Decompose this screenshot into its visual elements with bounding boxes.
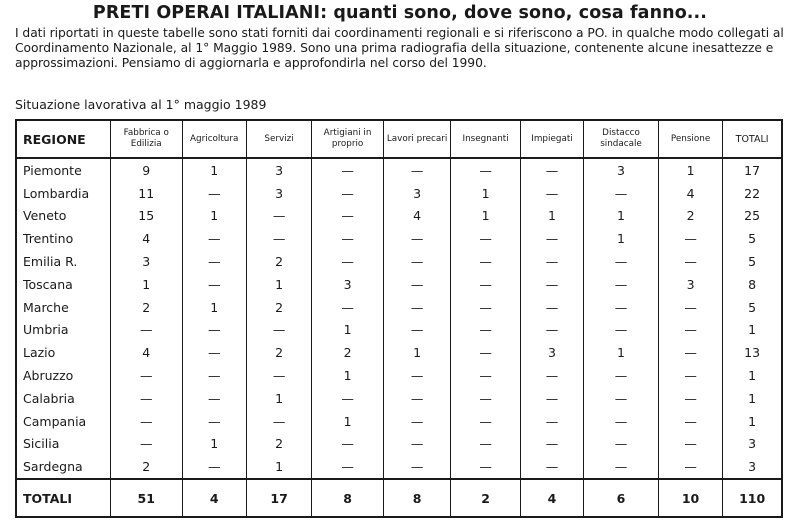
region-name: Sicilia [16,433,110,456]
table-cell: — [658,364,722,387]
region-name: Lombardia [16,182,110,205]
table-cell: 17 [723,158,782,182]
table-cell: 1 [723,410,782,433]
table-cell: 1 [723,319,782,342]
table-cell: 9 [110,158,182,182]
table-cell: 1 [312,319,384,342]
table-cell: — [312,205,384,228]
table-cell: — [584,387,659,410]
table-cell: — [584,296,659,319]
table-cell: — [246,205,311,228]
table-cell: — [451,433,521,456]
table-cell: — [520,433,583,456]
table-cell: 2 [246,296,311,319]
table-cell: — [383,250,450,273]
table-cell: — [246,410,311,433]
table-cell: 1 [584,341,659,364]
table-row [16,387,782,410]
table-cell: — [312,250,384,273]
region-name: Sardegna [16,455,110,479]
header-totali: TOTALI [723,120,782,158]
totals-label: TOTALI [16,479,110,517]
table-cell: 5 [723,250,782,273]
totals-cell: 4 [182,479,246,517]
table-cell: — [520,158,583,182]
table-cell: — [383,433,450,456]
table-cell: — [451,250,521,273]
table-cell: 1 [182,158,246,182]
employment-table [15,119,783,518]
totals-cell: 51 [110,479,182,517]
table-cell: 3 [383,182,450,205]
table-cell: 2 [246,341,311,364]
table-cell: — [182,387,246,410]
table-cell: — [182,410,246,433]
table-cell: 1 [312,410,384,433]
header-distacco-sindacale: Distacco sindacale [584,120,659,158]
table-cell: — [584,455,659,479]
table-cell: — [584,364,659,387]
table-cell: 3 [520,341,583,364]
region-name: Campania [16,410,110,433]
region-name: Toscana [16,273,110,296]
table-cell: 2 [658,205,722,228]
table-cell: — [584,319,659,342]
table-cell: — [182,364,246,387]
table-cell: 3 [584,158,659,182]
totals-cell: 8 [383,479,450,517]
intro-paragraph: I dati riportati in queste tabelle sono stati forniti dai coordinamenti regionali e si riferiscono a PO. in qualche modo collegati al Coordinamento Nazionale, al 1° Maggio 1989. Sono una prima radiografia della situazione, contenente alcune inesattezze e approssimazioni. Pensiamo di aggiornarla e approfondirla nel corso del 1990. [15,26,784,70]
table-cell: — [182,273,246,296]
table-row [16,296,782,319]
table-cell: 4 [110,227,182,250]
page-title: PRETI OPERAI ITALIANI: quanti sono, dove sono, cosa fanno... [92,3,708,23]
header-pensione: Pensione [658,120,722,158]
table-cell: 1 [182,433,246,456]
table-cell: 1 [110,273,182,296]
table-row [16,455,782,479]
header-agricoltura: Agricoltura [182,120,246,158]
table-cell: — [246,319,311,342]
table-cell: — [110,433,182,456]
table-row [16,158,782,182]
region-name: Abruzzo [16,364,110,387]
table-row [16,410,782,433]
totals-cell: 10 [658,479,722,517]
table-cell: — [658,387,722,410]
table-cell: 1 [451,182,521,205]
region-name: Marche [16,296,110,319]
table-cell: 3 [246,158,311,182]
table-cell: 13 [723,341,782,364]
table-cell: — [658,250,722,273]
table-row [16,341,782,364]
table-cell: — [383,319,450,342]
table-cell: 15 [110,205,182,228]
table-cell: — [658,296,722,319]
table-row [16,364,782,387]
table-cell: 1 [182,205,246,228]
region-name: Veneto [16,205,110,228]
table-cell: 5 [723,227,782,250]
table-cell: — [182,455,246,479]
region-name: Lazio [16,341,110,364]
table-cell: — [312,227,384,250]
totals-cell: 17 [246,479,311,517]
table-cell: 4 [658,182,722,205]
table-cell: — [312,455,384,479]
region-name: Emilia R. [16,250,110,273]
table-cell: — [451,273,521,296]
table-cell: — [312,433,384,456]
header-fabbrica: Fabbrica o Edilizia [110,120,182,158]
table-cell: — [520,250,583,273]
table-cell: — [383,296,450,319]
table-cell: — [383,387,450,410]
table-cell: 2 [246,433,311,456]
table-header-row [16,120,782,158]
table-cell: 1 [723,387,782,410]
table-cell: — [658,455,722,479]
table-cell: 1 [658,158,722,182]
totals-cell: 8 [312,479,384,517]
totals-cell: 2 [451,479,521,517]
table-cell: 1 [246,455,311,479]
table-cell: — [383,410,450,433]
table-cell: — [520,227,583,250]
table-cell: 1 [246,387,311,410]
totals-cell: 110 [723,479,782,517]
region-name: Umbria [16,319,110,342]
table-cell: 3 [723,455,782,479]
table-cell: — [520,296,583,319]
totals-row [16,479,782,517]
table-cell: — [451,158,521,182]
table-row [16,227,782,250]
table-cell: 1 [520,205,583,228]
table-cell: — [246,364,311,387]
table-cell: — [451,319,521,342]
table-cell: — [520,364,583,387]
table-cell: 2 [110,296,182,319]
table-cell: 3 [110,250,182,273]
table-cell: — [520,182,583,205]
table-cell: — [451,455,521,479]
table-cell: — [584,182,659,205]
table-cell: — [451,364,521,387]
table-cell: 1 [584,205,659,228]
table-cell: — [383,364,450,387]
table-cell: 8 [723,273,782,296]
table-cell: — [451,227,521,250]
table-cell: 1 [383,341,450,364]
table-cell: — [520,387,583,410]
table-row [16,433,782,456]
table-cell: — [312,158,384,182]
table-cell: — [110,319,182,342]
totals-cell: 4 [520,479,583,517]
table-row [16,250,782,273]
table-cell: 1 [246,273,311,296]
table-cell: — [520,410,583,433]
table-cell: — [312,182,384,205]
header-servizi: Servizi [246,120,311,158]
table-cell: 3 [658,273,722,296]
header-insegnanti: Insegnanti [451,120,521,158]
table-cell: — [584,273,659,296]
table-row [16,319,782,342]
table-cell: — [110,410,182,433]
table-cell: — [110,364,182,387]
table-cell: — [451,387,521,410]
table-row [16,182,782,205]
table-cell: — [658,433,722,456]
header-impiegati: Impiegati [520,120,583,158]
table-cell: — [383,158,450,182]
table-cell: — [658,341,722,364]
table-cell: — [182,319,246,342]
table-cell: — [383,227,450,250]
totals-cell: 6 [584,479,659,517]
table-cell: — [584,410,659,433]
table-cell: 3 [723,433,782,456]
table-cell: — [520,455,583,479]
table-cell: 1 [584,227,659,250]
table-cell: — [451,296,521,319]
table-cell: 1 [451,205,521,228]
table-cell: 11 [110,182,182,205]
table-cell: 1 [723,364,782,387]
table-cell: 3 [312,273,384,296]
table-row [16,273,782,296]
header-artigiani: Artigiani in proprio [312,120,384,158]
table-cell: — [383,273,450,296]
table-cell: 2 [110,455,182,479]
table-cell: — [383,455,450,479]
table-cell: — [182,227,246,250]
table-cell: — [312,387,384,410]
table-cell: — [658,319,722,342]
table-cell: — [451,410,521,433]
table-cell: 1 [312,364,384,387]
table-cell: — [658,227,722,250]
table-cell: — [584,433,659,456]
table-cell: — [182,250,246,273]
table-cell: 4 [110,341,182,364]
table-cell: 1 [182,296,246,319]
table-cell: 3 [246,182,311,205]
table-row [16,205,782,228]
region-name: Calabria [16,387,110,410]
table-cell: 2 [312,341,384,364]
table-cell: 22 [723,182,782,205]
region-name: Piemonte [16,158,110,182]
table-cell: 25 [723,205,782,228]
region-name: Trentino [16,227,110,250]
table-body [16,158,782,479]
table-cell: — [110,387,182,410]
header-lavori-precari: Lavori precari [383,120,450,158]
table-cell: — [451,341,521,364]
table-cell: 2 [246,250,311,273]
table-cell: — [182,341,246,364]
table-cell: — [182,182,246,205]
table-cell: — [584,250,659,273]
table-cell: — [520,273,583,296]
table-cell: — [658,410,722,433]
table-cell: — [520,319,583,342]
table-cell: — [312,296,384,319]
table-caption: Situazione lavorativa al 1° maggio 1989 [15,97,267,112]
header-regione: REGIONE [16,120,110,158]
table-cell: 4 [383,205,450,228]
table-cell: 5 [723,296,782,319]
table-cell: — [246,227,311,250]
